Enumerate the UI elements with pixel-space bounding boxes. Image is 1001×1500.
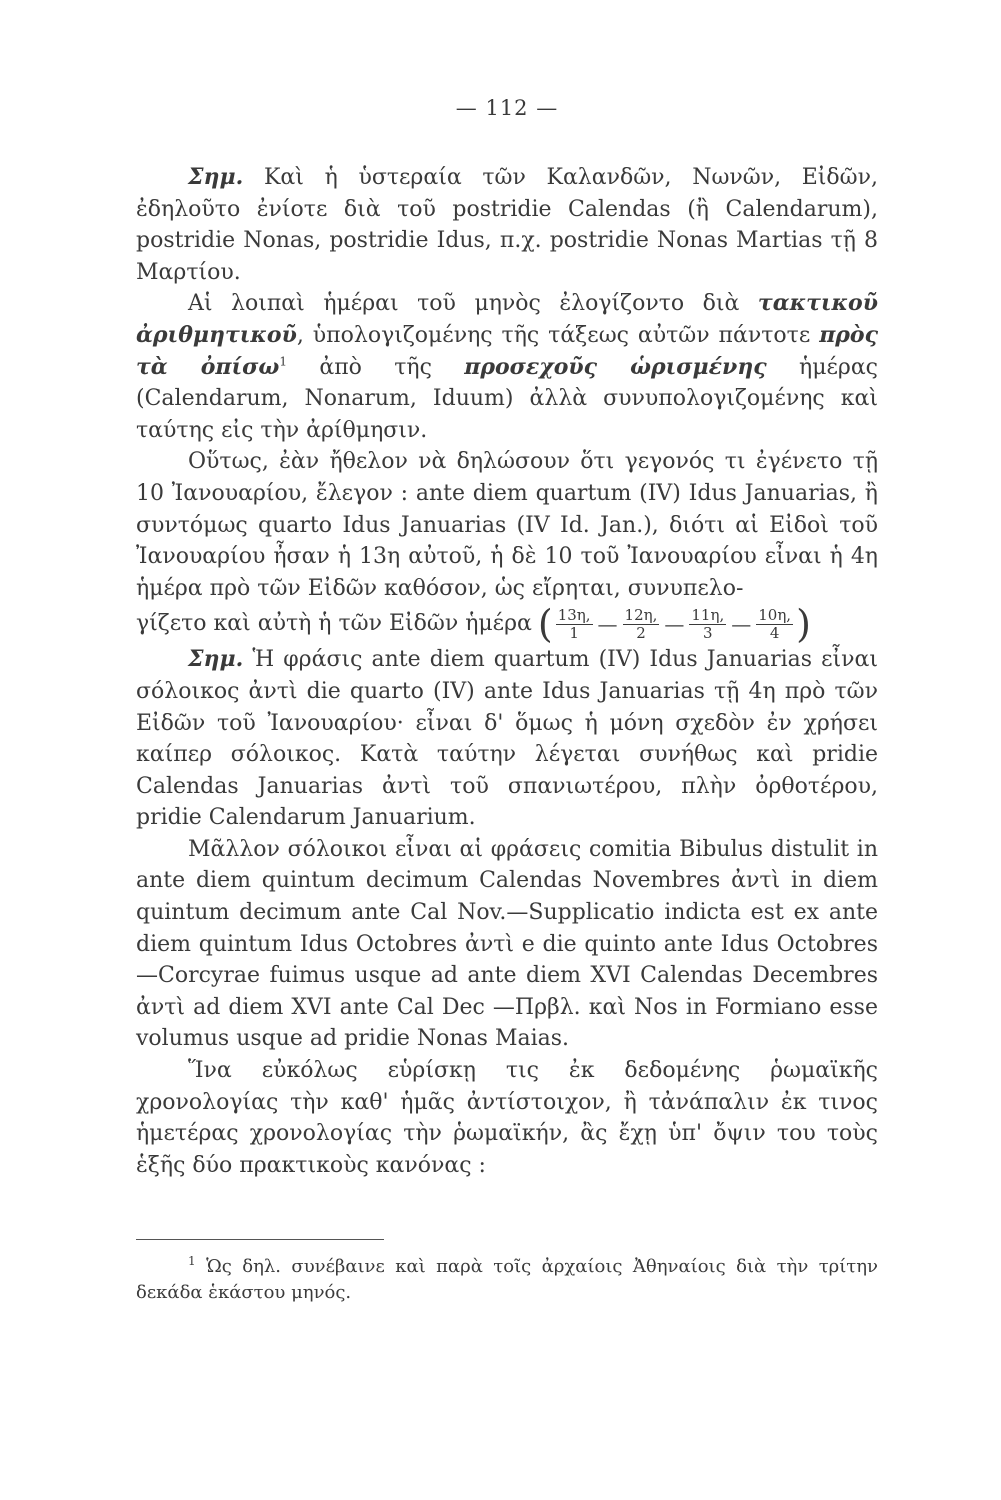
dash: — — [664, 611, 685, 636]
footnote — [136, 1254, 878, 1306]
dash: — — [731, 611, 752, 636]
paragraph-example-last-line — [136, 602, 878, 647]
text-segment: Αἱ λοιπαὶ ἡμέραι τοῦ μηνὸς ἐλογίζοντο διὰ — [188, 291, 758, 317]
note-paragraph-2 — [136, 644, 878, 834]
note-paragraph-1 — [136, 162, 878, 288]
fraction-numerator: 11η, — [691, 605, 725, 624]
text-segment: ἀπὸ τῆς — [286, 354, 465, 380]
fraction-denominator: 1 — [569, 623, 579, 642]
fraction-numerator: 12η, — [624, 605, 658, 624]
emphasis-ordinal-numeral: τακτικοῦ ἀριθμητικοῦ — [136, 290, 878, 348]
footnote-reference: 1 — [279, 354, 287, 369]
paragraph-example: Οὕτως, ἐὰν ἤθελον νὰ δηλώσουν ὅτι γεγονός τι ἐγένετο τῇ 10 Ἰανουαρίου, ἔλεγον : ante diem quartum (IV) Idus Januarias, ἢ συντόμως quarto Idus Januarias (IV Id. Jan.), διότι αἱ Εἰδοὶ τοῦ Ἰανουαρίου ἦσαν ἡ 13η αὐτοῦ, ἡ δὲ 10 τοῦ Ἰανουαρίου εἶναι ἡ 4η ἡμέρα πρὸ τῶν Εἰδῶν καθόσον, ὡς εἴρηται, συνυπελο- — [136, 449, 878, 601]
footnote-mark: 1 — [188, 1254, 196, 1269]
paragraph-ordinal-counting — [136, 288, 878, 446]
fraction — [756, 607, 793, 642]
note-label: Σημ. — [188, 164, 244, 190]
last-line-text: γίζετο καὶ αὐτὴ ἡ τῶν Εἰδῶν ἡμέρα — [136, 611, 532, 637]
dash: — — [597, 611, 618, 636]
note-text: Καὶ ἡ ὑστεραία τῶν Καλανδῶν, Νωνῶν, Εἰδῶν, ἐδηλοῦτο ἐνίοτε διὰ τοῦ postridie Calendas (ἢ Calendarum), postridie Nonas, postridie Idus, π.χ. postridie Nonas Martias τῇ 8 Μαρτίου. — [136, 165, 878, 285]
page-number: — 112 — — [455, 96, 559, 120]
close-parenthesis: ) — [796, 602, 811, 647]
day-fractions — [537, 602, 811, 647]
open-parenthesis: ( — [537, 602, 553, 647]
fraction — [689, 607, 726, 642]
footnote-divider — [136, 1239, 384, 1240]
emphasis-backwards: πρὸς τὰ ὀπίσω — [136, 321, 878, 380]
fraction-numerator: 10η, — [758, 605, 792, 624]
text-segment: , ὑπολογιζομένης τῆς τάξεως αὐτῶν πάντοτε — [296, 322, 820, 348]
fraction-denominator: 3 — [703, 623, 713, 642]
fraction — [623, 607, 660, 642]
emphasis-next-fixed-day: προσεχοῦς ὡρισμένης — [464, 353, 767, 380]
fraction-denominator: 2 — [636, 623, 646, 642]
note-label: Σημ. — [188, 646, 244, 673]
text-segment: ἡμέρας (Calendarum, Nonarum, Iduum) ἀλλὰ συνυπολογιζομένης καὶ ταύτης εἰς τὴν ἀρίθμησιν. — [136, 354, 879, 443]
paragraph-solecisms: Μᾶλλον σόλοικοι εἶναι αἱ φράσεις comitia Bibulus distulit in ante diem quintum decimum Calendas Novembres ἀντὶ in diem quintum decimum ante Cal Nov.—Supplicatio indicta est ex ante diem quintum Idus Octobres ἀντὶ e die quinto ante Idus Octobres—Corcyrae fuimus usque ad ante diem XVI Calendas Decembres ἀντὶ ad diem XVI ante Cal Dec —Πρβλ. καὶ Nos in Formiano esse volumus usque ad pridie Nonas Maias. — [136, 836, 878, 1052]
fraction-numerator: 13η, — [557, 605, 591, 624]
book-page — [136, 96, 878, 1306]
fraction-denominator: 4 — [769, 623, 780, 642]
note-text: Ἡ φράσις ante diem quartum (IV) Idus Januarias εἶναι σόλοικος ἀντὶ die quarto (IV) ante Idus Januarias τῇ 4η πρὸ τῶν Εἰδῶν τοῦ Ἰανουαρίου· εἶναι δ' ὅμως ἡ μόνη σχεδὸν ἐν χρήσει καίπερ σόλοικος. Κατὰ ταύτην λέγεται συνήθως καὶ pridie Calendas Januarias ἀντὶ τοῦ σπανιωτέρου, πλὴν ὀρθοτέρου, pridie Calendarum Januarium. — [136, 647, 878, 831]
paragraph-practical-rules: Ἵνα εὐκόλως εὑρίσκῃ τις ἐκ δεδομένης ῥωμαϊκῆς χρονολογίας τὴν καθ' ἡμᾶς ἀντίστοιχον, ἢ τἀνάπαλιν ἐκ τινος ἡμετέρας χρονολογίας τὴν ῥωμαϊκήν, ἂς ἔχῃ ὑπ' ὄψιν του τοὺς ἑξῆς δύο πρακτικοὺς κανόνας : — [136, 1058, 878, 1178]
footnote-text: Ὡς δηλ. συνέβαινε καὶ παρὰ τοῖς ἀρχαίοις Ἀθηναίοις διὰ τὴν τρίτην δεκάδα ἑκάστου μηνός. — [136, 1256, 878, 1304]
fraction — [556, 607, 593, 642]
